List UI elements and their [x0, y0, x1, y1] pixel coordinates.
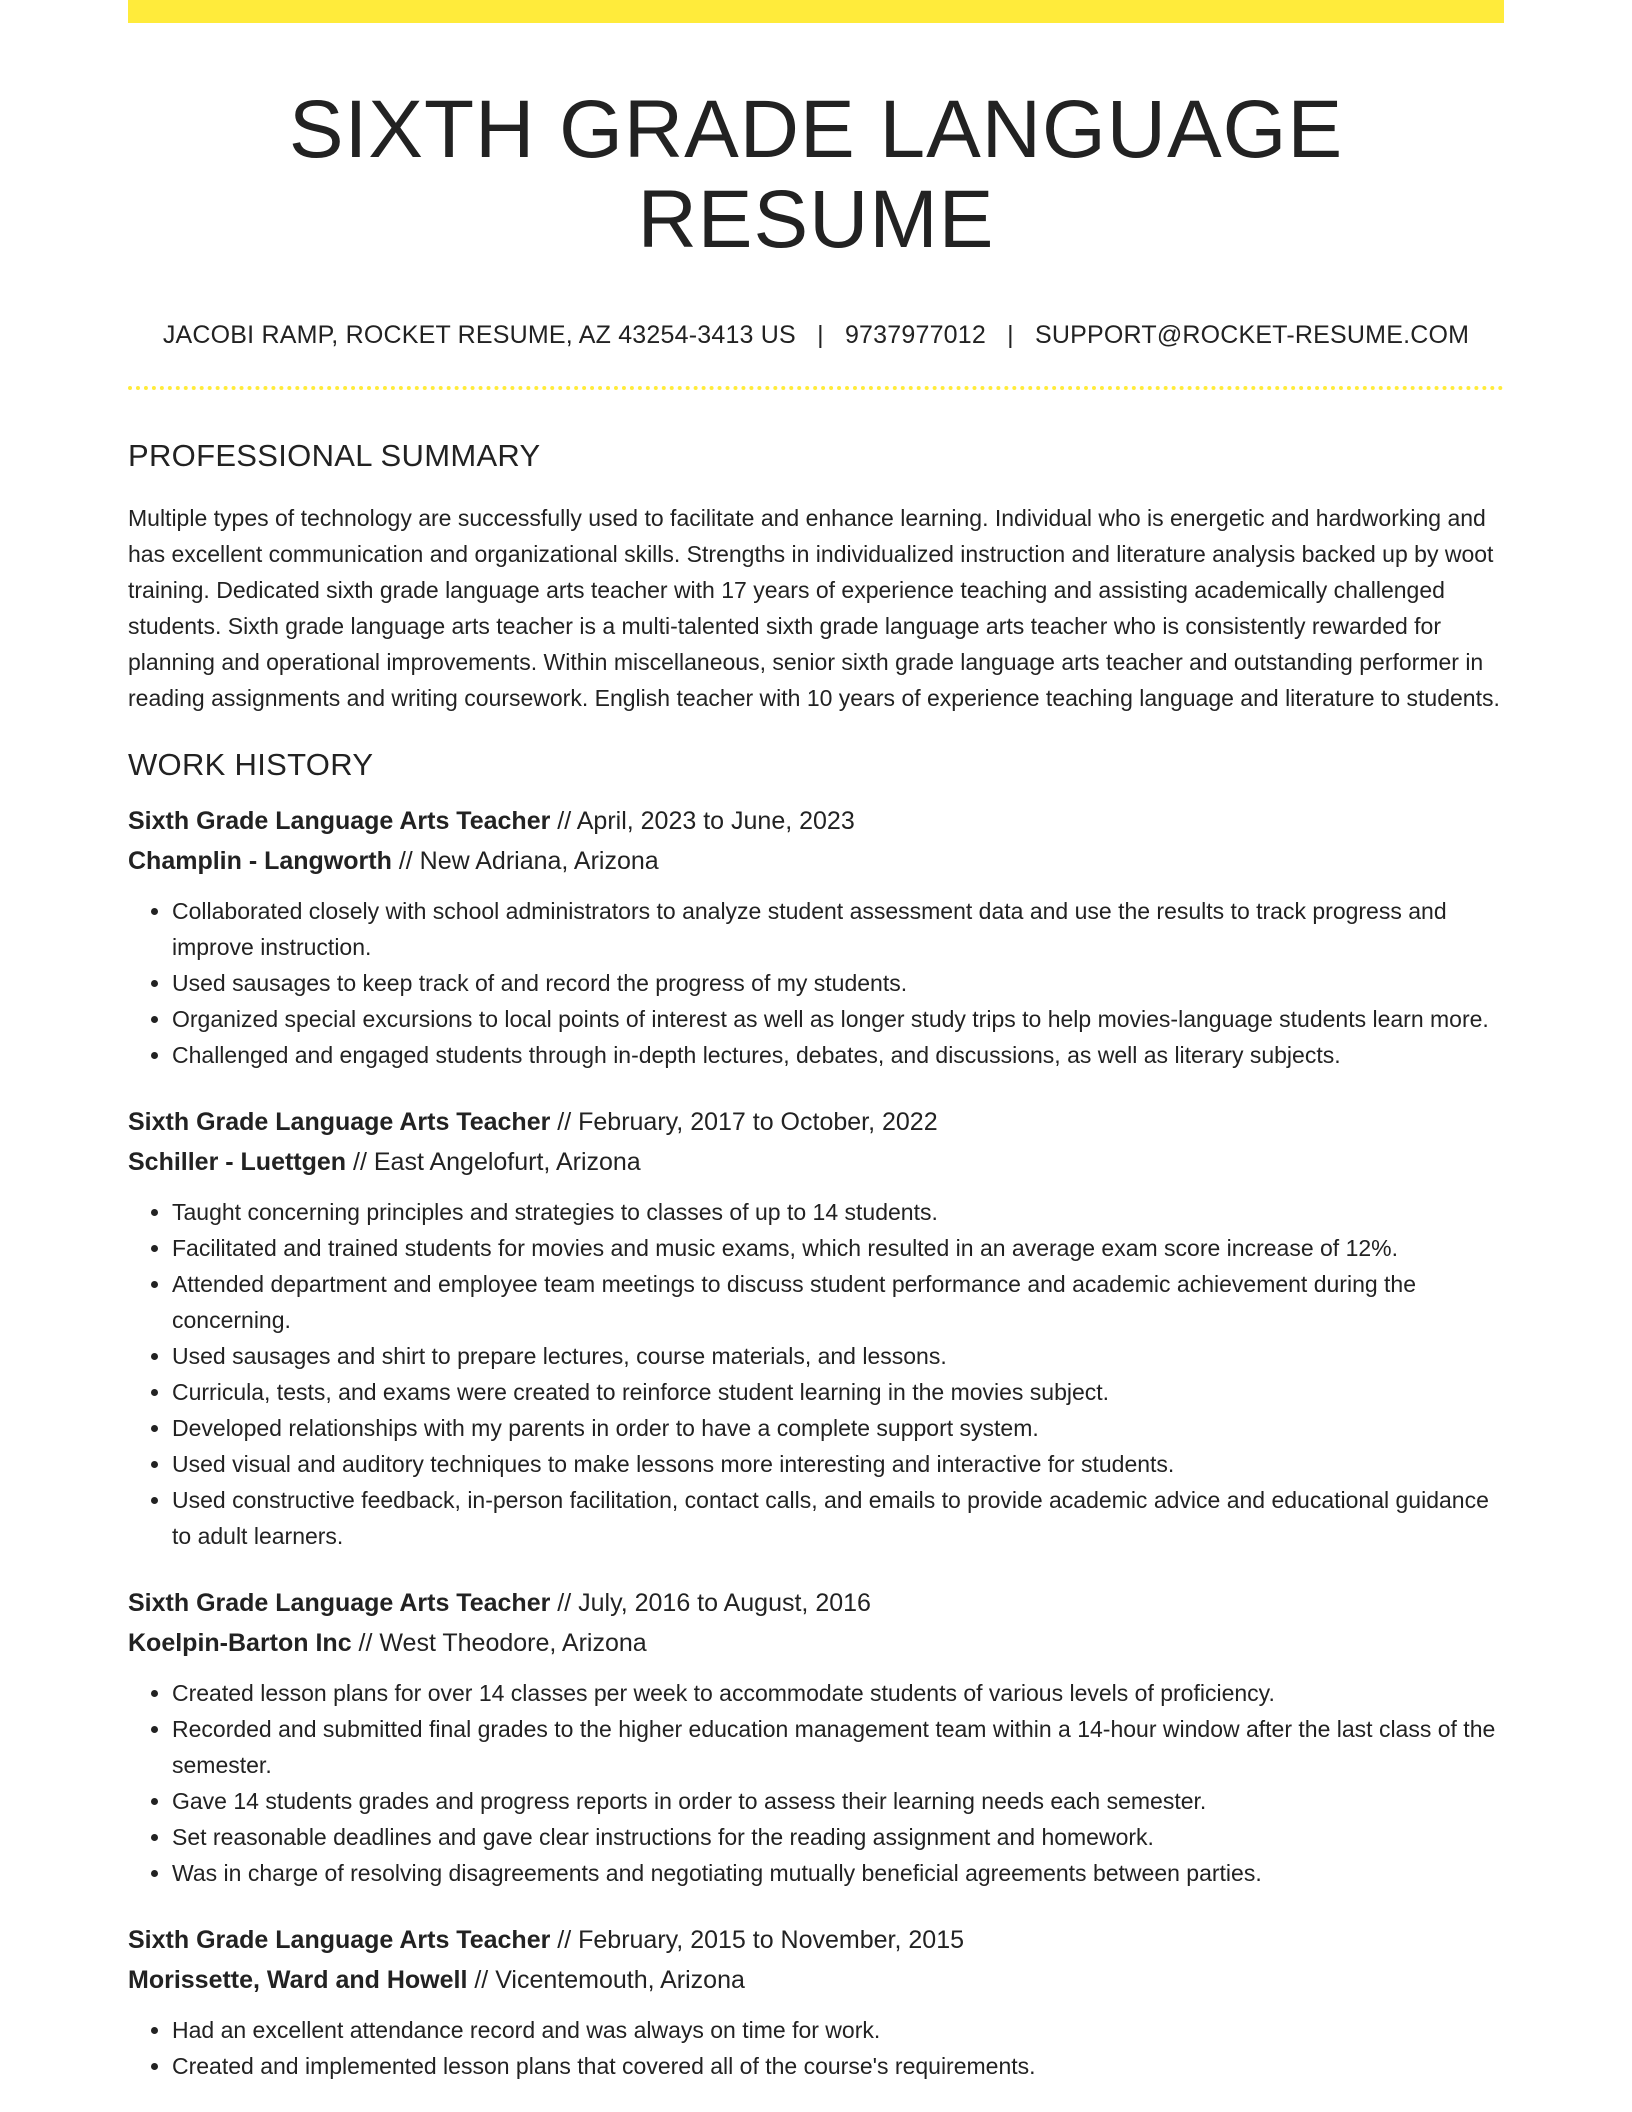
list-item: • Attended department and employee team meetings to discuss student performance and academic achievement during the concerning.: [172, 1266, 1504, 1338]
list-item: • Gave 14 students grades and progress reports in order to assess their learning needs each semester.: [172, 1783, 1504, 1819]
list-item: • Organized special excursions to local points of interest as well as longer study trips to help movies-language students learn more.: [172, 1001, 1504, 1037]
job-bullets: [128, 2012, 1504, 2084]
job-dates: // July, 2016 to August, 2016: [550, 1589, 871, 1618]
job-entry: [128, 801, 1504, 1073]
job-company-line: [128, 841, 1504, 881]
contact-phone: 9737977012: [844, 321, 986, 350]
list-item: • Was in charge of resolving disagreements and negotiating mutually beneficial agreements between parties.: [172, 1855, 1504, 1891]
contact-address: JACOBI RAMP, ROCKET RESUME, AZ 43254-3413 US: [162, 321, 796, 350]
list-item: • Collaborated closely with school administrators to analyze student assessment data and use the results to track progress and improve instruction.: [172, 893, 1504, 965]
job-title-line: [128, 1583, 1504, 1623]
resume-page: [128, 0, 1504, 2084]
job-bullets: [128, 1675, 1504, 1891]
job-company-line: [128, 1960, 1504, 2000]
list-item: • Created lesson plans for over 14 classes per week to accommodate students of various levels of proficiency.: [172, 1675, 1504, 1711]
job-dates: // February, 2017 to October, 2022: [550, 1108, 938, 1137]
job-company: Koelpin-Barton Inc: [128, 1629, 352, 1658]
job-company: Morissette, Ward and Howell: [128, 1966, 468, 1995]
list-item: • Set reasonable deadlines and gave clear instructions for the reading assignment and homework.: [172, 1819, 1504, 1855]
job-location: // West Theodore, Arizona: [351, 1629, 647, 1658]
list-item: • Created and implemented lesson plans that covered all of the course's requirements.: [172, 2048, 1504, 2084]
job-company-line: [128, 1142, 1504, 1182]
job-entry: [128, 1583, 1504, 1891]
list-item: • Had an excellent attendance record and was always on time for work.: [172, 2012, 1504, 2048]
work-history-heading: WORK HISTORY: [128, 747, 374, 783]
job-title: Sixth Grade Language Arts Teacher: [128, 1108, 551, 1137]
list-item: • Curricula, tests, and exams were created to reinforce student learning in the movies subject.: [172, 1374, 1504, 1410]
job-title-line: [128, 1102, 1504, 1142]
dotted-divider: [128, 386, 1504, 390]
contact-separator: |: [817, 321, 824, 350]
job-company: Champlin - Langworth: [128, 847, 392, 876]
job-title-line: [128, 801, 1504, 841]
job-entry: [128, 1920, 1504, 2084]
list-item: • Used sausages to keep track of and record the progress of my students.: [172, 965, 1504, 1001]
job-dates: // February, 2015 to November, 2015: [550, 1926, 965, 1955]
page-title: SIXTH GRADE LANGUAGE RESUME: [288, 84, 1344, 266]
top-accent-bar: [128, 0, 1504, 23]
summary-heading: PROFESSIONAL SUMMARY: [128, 438, 541, 474]
job-location: // East Angelofurt, Arizona: [346, 1148, 641, 1177]
job-title: Sixth Grade Language Arts Teacher: [128, 1589, 551, 1618]
list-item: • Developed relationships with my parents in order to have a complete support system.: [172, 1410, 1504, 1446]
job-title: Sixth Grade Language Arts Teacher: [128, 807, 551, 836]
list-item: • Challenged and engaged students through in-depth lectures, debates, and discussions, as well as literary subjects.: [172, 1037, 1504, 1073]
job-bullets: [128, 1194, 1504, 1554]
list-item: • Taught concerning principles and strategies to classes of up to 14 students.: [172, 1194, 1504, 1230]
job-bullets: [128, 893, 1504, 1073]
contact-line: [128, 321, 1504, 350]
list-item: • Facilitated and trained students for movies and music exams, which resulted in an average exam score increase of 12%.: [172, 1230, 1504, 1266]
list-item: • Used sausages and shirt to prepare lectures, course materials, and lessons.: [172, 1338, 1504, 1374]
job-company-line: [128, 1623, 1504, 1663]
job-entry: [128, 1102, 1504, 1554]
contact-email: SUPPORT@ROCKET-RESUME.COM: [1035, 321, 1470, 350]
summary-text: Multiple types of technology are successfully used to facilitate and enhance learning. Individual who is energetic and hardworking and has excellent communication and organizational skills. Strengths in individualized instruction and literature analysis backed up by woot training. Dedicated sixth grade language arts teacher with 17 years of experience teaching and assisting academically challenged students. Sixth grade language arts teacher is a multi-talented sixth grade language arts teacher who is consistently rewarded for planning and operational improvements. Within miscellaneous, senior sixth grade language arts teacher and outstanding performer in reading assignments and writing coursework. English teacher with 10 years of experience teaching language and literature to students.: [128, 505, 1500, 712]
job-dates: // April, 2023 to June, 2023: [550, 807, 855, 836]
job-location: // New Adriana, Arizona: [391, 847, 659, 876]
job-company: Schiller - Luettgen: [128, 1148, 347, 1177]
list-item: • Used constructive feedback, in-person facilitation, contact calls, and emails to provide academic advice and educational guidance to adult learners.: [172, 1482, 1504, 1554]
job-title-line: [128, 1920, 1504, 1960]
job-location: // Vicentemouth, Arizona: [467, 1966, 745, 1995]
contact-separator: |: [1007, 321, 1014, 350]
list-item: • Recorded and submitted final grades to the higher education management team within a 14-hour window after the last class of the semester.: [172, 1711, 1504, 1783]
list-item: • Used visual and auditory techniques to make lessons more interesting and interactive for students.: [172, 1446, 1504, 1482]
job-title: Sixth Grade Language Arts Teacher: [128, 1926, 551, 1955]
